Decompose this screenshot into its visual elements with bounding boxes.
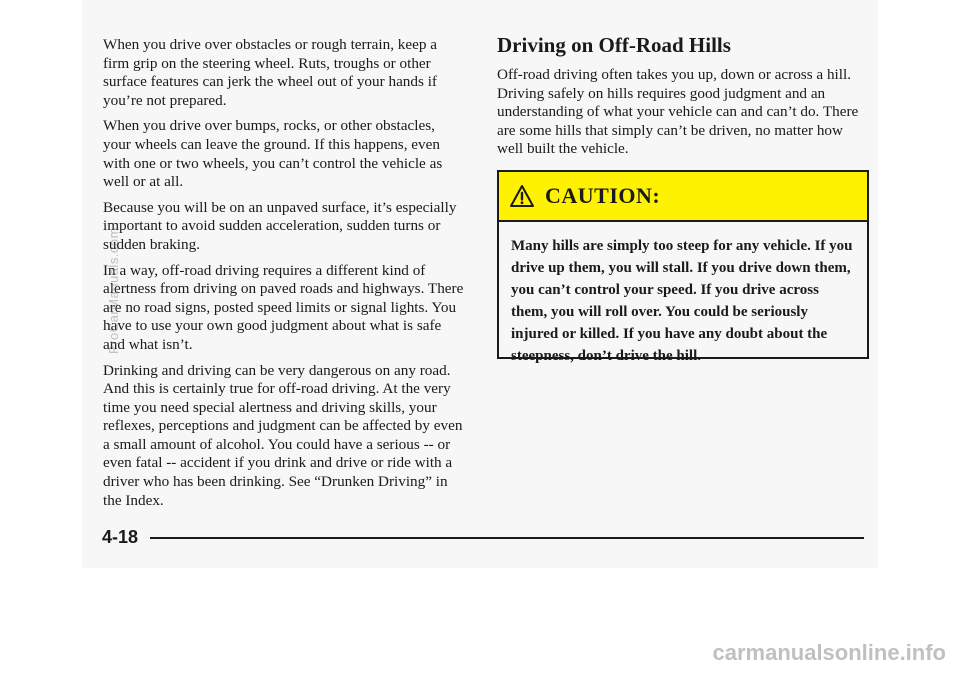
bottom-watermark: carmanualsonline.info [712, 640, 946, 665]
paragraph-alertness: In a way, off-road driving requires a different kind of alertness from driving on paved roads and highways. There are no road signs, posted speed limits or signal lights. You have to use your own good judgment about what is safe and what isn’t. [103, 261, 464, 353]
warning-triangle-icon [509, 184, 535, 208]
footer-rule [150, 537, 864, 539]
side-watermark: ProCarManuals.com [105, 226, 121, 354]
caution-text: Many hills are simply too steep for any vehicle. If you drive up them, you will stall. If you drive down them, you can’t control your speed. If you drive across them, you will roll over. You could be seriously injured or killed. If you have any doubt about the steepness, don’t drive the hill. [511, 238, 853, 364]
section-title: Driving on Off-Road Hills [497, 33, 731, 57]
section-intro: Off-road driving often takes you up, down or across a hill. Driving safely on hills requires good judgment and an understanding of what your vehicle can and can’t do. There are some hills that simply can’t be driven, no matter how well built the vehicle. [497, 66, 859, 158]
page-number: 4-18 [102, 527, 139, 547]
paragraph-wheels-leave-ground: When you drive over bumps, rocks, or other obstacles, your wheels can leave the ground. If this happens, even with one or two wheels, you can’t control the vehicle as well or at all. [103, 117, 443, 191]
caution-label: CAUTION: [545, 183, 661, 208]
caution-box [497, 170, 869, 364]
paragraph-grip-steering: When you drive over obstacles or rough terrain, keep a firm grip on the steering wheel. Ruts, troughs or other surface features can jerk the wheel out of your hands if you’re not prepared. [103, 36, 437, 109]
right-text-column [497, 32, 869, 159]
paragraph-unpaved-surface: Because you will be on an unpaved surface, it’s especially important to avoid sudden acceleration, sudden turns or sudden braking. [103, 198, 457, 253]
left-text-column [103, 36, 465, 517]
paragraph-drinking-driving: Drinking and driving can be very dangerous on any road. And this is certainly true for off-road driving. At the very time you need special alertness and driving skills, your reflexes, perceptions and judgment can be affected by even a small amount of alcohol. You could have a serious -- or even fatal -- accident if you drink and drive or ride with a driver who has been drinking. See “Drunken Driving” in the Index. [103, 361, 463, 509]
caution-header [499, 172, 867, 222]
